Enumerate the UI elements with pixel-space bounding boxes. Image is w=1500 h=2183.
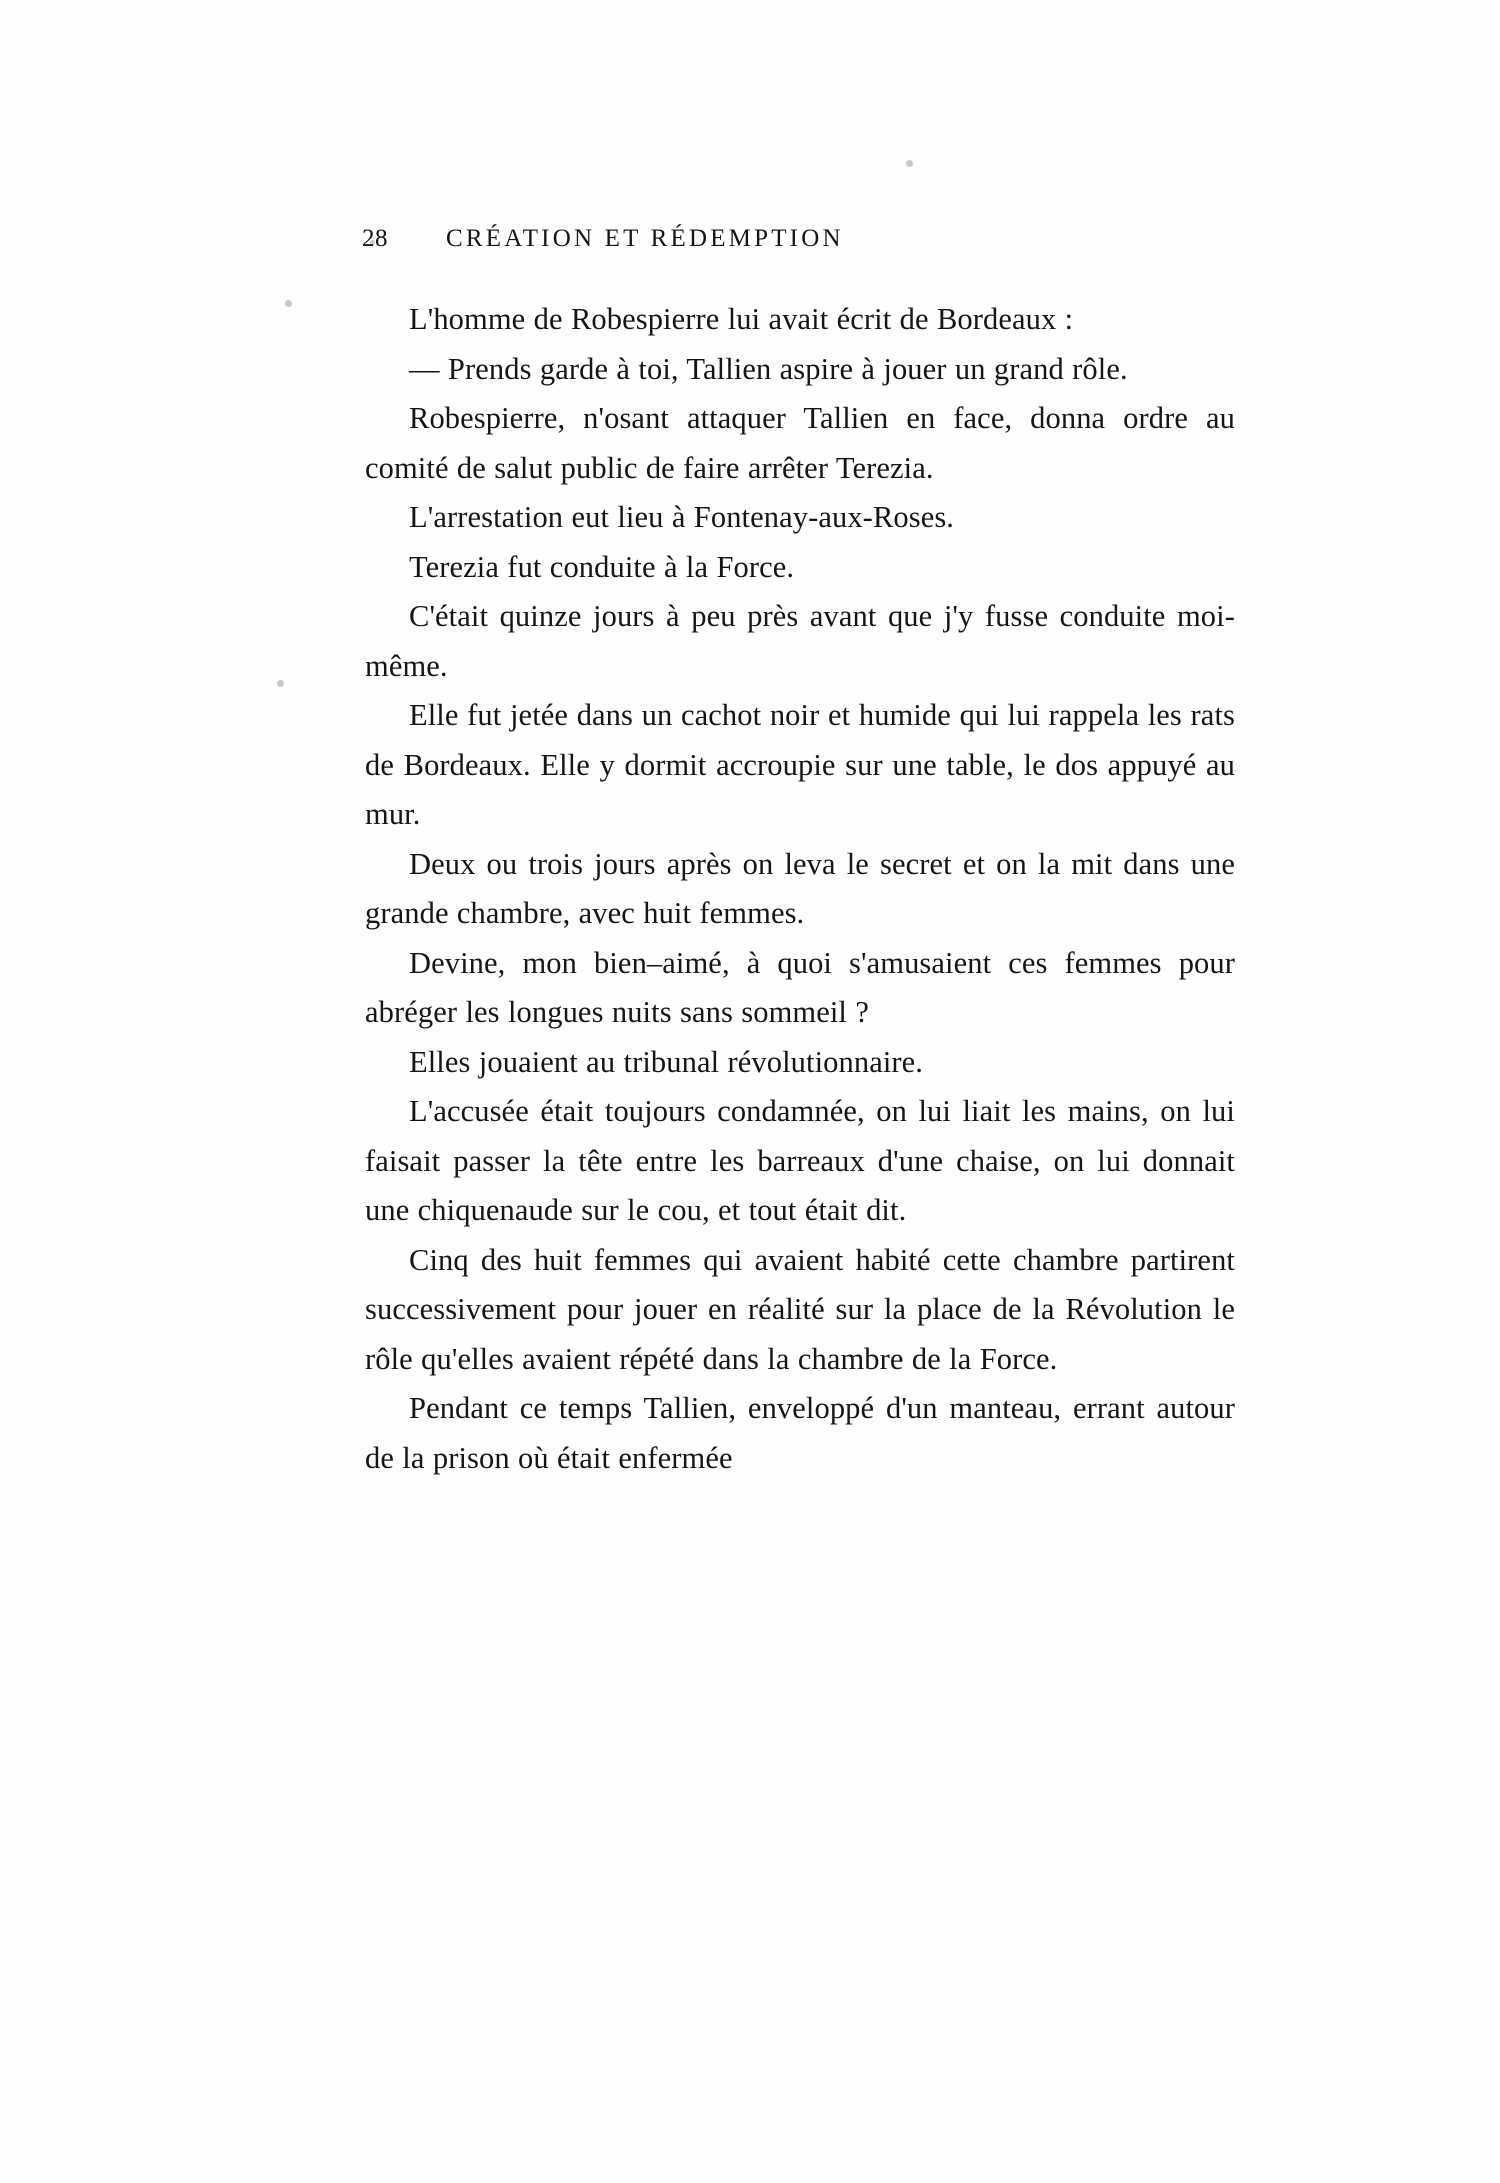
paragraph: Elle fut jetée dans un cachot noir et humide qui lui rappela les rats de Bordeaux. Elle y dormit accroupie sur une table, le dos appuyé au mur. [365, 698, 1235, 831]
paragraph: Robespierre, n'osant attaquer Tallien en face, donna ordre au comité de salut public de faire arrêter Terezia. [365, 401, 1235, 485]
paragraph: Terezia fut conduite à la Force. [409, 549, 795, 584]
paragraph: Deux ou trois jours après on leva le secret et on la mit dans une grande chambre, avec huit femmes. [365, 846, 1235, 930]
running-title: CRÉATION ET RÉDEMPTION [446, 225, 844, 252]
paragraph: L'arrestation eut lieu à Fontenay-aux-Roses. [409, 500, 955, 534]
scan-speck [285, 300, 292, 307]
paragraph: Elles jouaient au tribunal révolutionnaire. [409, 1044, 924, 1079]
paragraph: Cinq des huit femmes qui avaient habité cette chambre partirent successivement pour jouer en réalité sur la place de la Révolution le rôle qu'elles avaient répété dans la chambre de la Force. [365, 1242, 1235, 1376]
paragraph: — Prends garde à toi, Tallien aspire à jouer un grand rôle. [409, 351, 1128, 386]
page-header [362, 225, 1235, 253]
paragraph: C'était quinze jours à peu près avant que j'y fusse conduite moi-même. [365, 599, 1235, 683]
paragraph: Pendant ce temps Tallien, enveloppé d'un manteau, errant autour de la prison où était enfermée [365, 1391, 1235, 1475]
paragraph: L'accusée était toujours condamnée, on lui liait les mains, on lui faisait passer la tête entre les barreaux d'une chaise, on lui donnait une chiquenaude sur le cou, et tout était dit. [365, 1094, 1235, 1227]
paragraph: Devine, mon bien–aimé, à quoi s'amusaient ces femmes pour abréger les longues nuits sans sommeil ? [365, 945, 1235, 1029]
scan-speck [906, 160, 913, 167]
paragraph: L'homme de Robespierre lui avait écrit de Bordeaux : [409, 302, 1074, 336]
page-text-block [362, 225, 1235, 1483]
page-number: 28 [362, 225, 388, 252]
scan-speck [277, 680, 284, 687]
